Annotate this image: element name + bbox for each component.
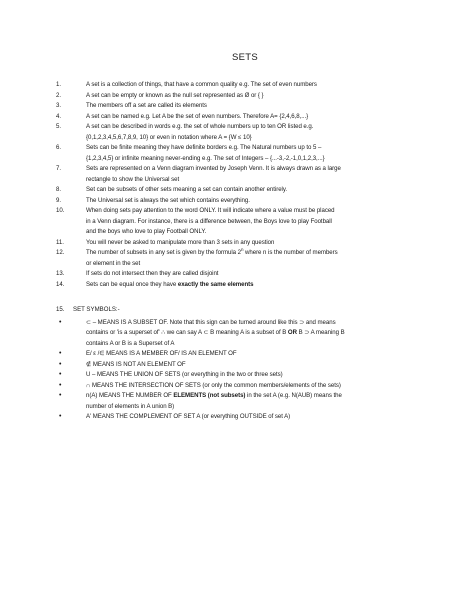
item-line: in a Venn diagram. For instance, there is a difference between, the Boys love to play Football xyxy=(86,217,332,225)
list-item xyxy=(56,238,434,249)
list-item xyxy=(56,91,434,102)
list-number: 13. xyxy=(56,270,65,277)
symbol-line: contains A or B is a Superset of A xyxy=(86,339,175,347)
list-number: 3. xyxy=(56,102,61,109)
symbols-heading-label: SET SYMBOLS:- xyxy=(73,306,120,313)
bullet-icon: • xyxy=(59,360,62,368)
item-line: Sets are represented on a Venn diagram invented by Joseph Venn. It is always drawn as a large xyxy=(86,165,341,172)
item-text: where n is the number of members xyxy=(243,249,338,256)
list-item xyxy=(56,164,434,185)
list-item xyxy=(56,248,434,269)
list-item xyxy=(56,206,434,238)
symbol-line: contains or 'is a superset of' ∴ we can say A ⊂ B meaning A is a subset of B OR B ⊃ A meaning B xyxy=(86,329,345,336)
symbol-line: E/ ε /∈ MEANS IS A MEMBER OF/ IS AN ELEMENT OF xyxy=(86,350,237,357)
item-text: The number of subsets in any set is given by the formula 2 xyxy=(86,249,241,256)
item-line xyxy=(86,280,434,291)
symbol-line: A' MEANS THE COMPLEMENT OF SET A (or everything OUTSIDE of set A) xyxy=(86,413,291,420)
item-line: The Universal set is always the set which contains everything. xyxy=(86,196,250,204)
list-item xyxy=(56,280,434,291)
bullet-icon: • xyxy=(59,371,62,378)
list-item xyxy=(56,80,434,91)
bullet-icon: • xyxy=(59,381,62,389)
list-item xyxy=(56,196,434,207)
list-number: 11. xyxy=(56,238,64,246)
symbol-item xyxy=(56,370,434,381)
item-line: {1,2,3,4,5} or infinite meaning never-ending e.g. The set of Integers – {...-3,-2,-1,0,1,2,3,...} xyxy=(86,154,325,162)
list-number: 6. xyxy=(56,144,61,151)
list-number: 8. xyxy=(56,186,61,193)
list-number: 10. xyxy=(56,207,65,214)
item-line: The members off a set are called its elements xyxy=(86,102,207,109)
symbol-item xyxy=(56,381,434,392)
emphasis-text: OR xyxy=(287,329,297,336)
superscript-n: n xyxy=(240,246,244,252)
symbol-line: ∩ MEANS THE INTERSECTION OF SETS (or only the common members/elements of the sets) xyxy=(86,381,341,389)
item-line: Set can be subsets of other sets meaning a set can contain another entirely. xyxy=(86,186,288,193)
item-text: Sets can be equal once they have xyxy=(86,280,178,288)
bullet-icon: • xyxy=(59,350,62,357)
item-line: rectangle to show the Universal set xyxy=(86,175,180,183)
list-number: 15. xyxy=(56,306,65,313)
item-line: A set can be described in words e.g. the set of whole numbers up to ten OR listed e.g. xyxy=(86,123,314,130)
list-number: 9. xyxy=(56,196,61,204)
bullet-icon: • xyxy=(59,318,62,326)
emphasis-text: ELEMENTS (not subsets) xyxy=(173,392,246,399)
symbols-list xyxy=(56,318,434,423)
list-item xyxy=(56,101,434,112)
item-line: {0,1,2,3,4,5,6,7,8,9, 10} or even in notation where A = {W ≤ 10} xyxy=(86,133,252,141)
list-number: 5. xyxy=(56,123,61,130)
item-line: and the boys who love to play Football ONLY. xyxy=(86,228,207,235)
emphasis-text: exactly the same elements xyxy=(177,280,254,288)
list-number: 7. xyxy=(56,165,61,172)
symbol-item xyxy=(56,349,434,360)
item-line: or element in the set xyxy=(86,259,141,267)
item-line: A set can be empty or known as the null set represented as Ø or { } xyxy=(86,91,264,99)
symbol-item xyxy=(56,360,434,371)
bullet-icon: • xyxy=(59,413,62,420)
list-item xyxy=(56,143,434,164)
page-title: SETS xyxy=(231,52,258,63)
symbol-item xyxy=(56,391,434,412)
list-item xyxy=(56,112,434,123)
list-number: 4. xyxy=(56,112,61,120)
notes-list xyxy=(56,80,434,290)
list-number: 2. xyxy=(56,91,61,99)
list-number: 14. xyxy=(56,280,65,288)
symbol-line: U – MEANS THE UNION OF SETS (or everything in the two or three sets) xyxy=(86,371,283,378)
list-number: 1. xyxy=(56,81,61,88)
item-line: When doing sets pay attention to the word ONLY. It will indicate where a value must be placed xyxy=(86,207,335,214)
item-line: A set is a collection of things, that have a common quality e.g. The set of even numbers xyxy=(86,81,317,88)
symbol-line: n(A) MEANS THE NUMBER OF ELEMENTS (not subsets) in the set A (e.g. N(AUB) means the xyxy=(86,392,342,399)
symbol-line: number of elements in A union B) xyxy=(86,402,175,410)
item-line: A set can be named e.g. Let A be the set of even numbers. Therefore A= {2,4,6,8,...} xyxy=(86,112,309,120)
item-line: If sets do not intersect then they are called disjoint xyxy=(86,270,219,277)
item-line xyxy=(86,248,434,259)
symbol-item xyxy=(56,318,434,350)
list-item xyxy=(56,269,434,280)
symbol-item xyxy=(56,412,434,423)
symbols-heading xyxy=(56,305,434,316)
list-item xyxy=(56,185,434,196)
symbol-line: ⊂ – MEANS IS A SUBSET OF. Note that this sign can be turned around like this ⊃ and means xyxy=(86,318,336,326)
list-item xyxy=(56,122,434,143)
bullet-icon: • xyxy=(59,392,62,399)
symbol-line: ∉ MEANS IS NOT AN ELEMENT OF xyxy=(86,360,186,368)
item-line: You will never be asked to manipulate more than 3 sets in any question xyxy=(86,238,275,246)
list-number: 12. xyxy=(56,249,65,256)
item-line: Sets can be finite meaning they have definite borders e.g. The Natural numbers up to 5 – xyxy=(86,144,322,151)
